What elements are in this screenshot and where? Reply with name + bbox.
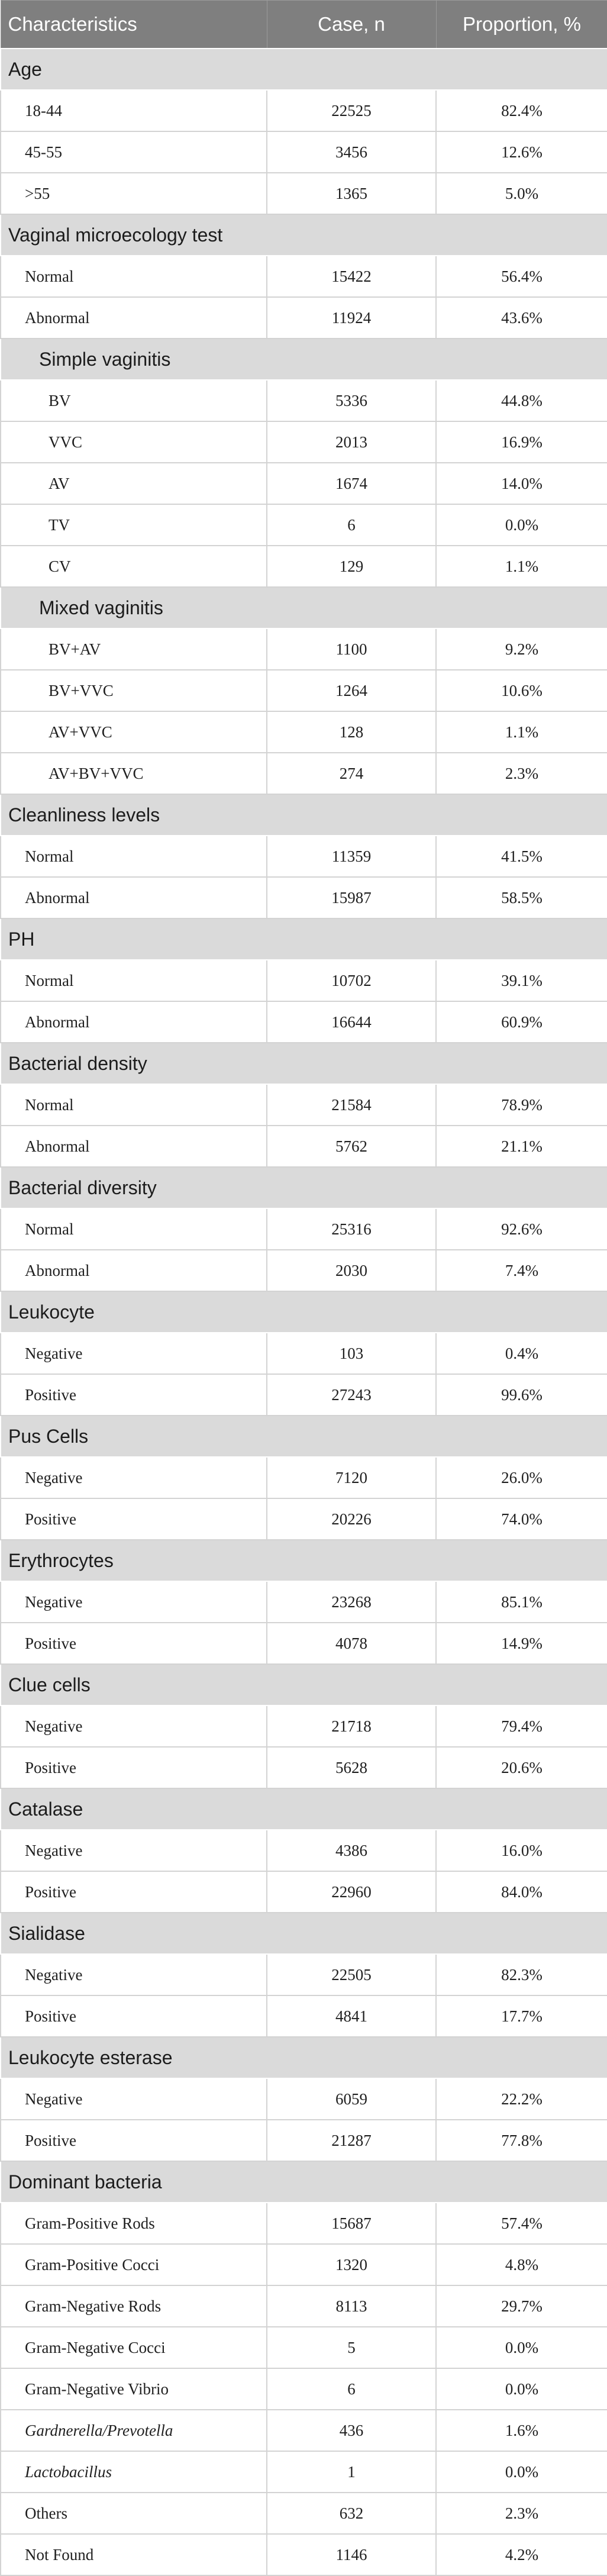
header-proportion: Proportion, % — [436, 1, 607, 49]
section-label: Age — [1, 49, 607, 90]
row-label: Negative — [1, 1457, 267, 1498]
case-count-cell: 1 — [267, 2451, 436, 2493]
row-label: Gram-Positive Cocci — [1, 2244, 267, 2285]
table-row — [1, 380, 607, 421]
proportion-cell: 22.2% — [436, 2078, 607, 2120]
table-row — [1, 877, 607, 918]
case-count-cell: 16644 — [267, 1001, 436, 1043]
section-header-row — [1, 918, 607, 960]
row-label: Others — [1, 2493, 267, 2534]
section-label: Clue cells — [1, 1664, 607, 1705]
case-count-cell: 6059 — [267, 2078, 436, 2120]
section-label: Catalase — [1, 1788, 607, 1830]
section-label: Sialidase — [1, 1913, 607, 1954]
section-header-row — [1, 1043, 607, 1084]
table-row — [1, 2120, 607, 2161]
proportion-cell: 2.3% — [436, 2493, 607, 2534]
proportion-cell: 14.0% — [436, 463, 607, 504]
row-label: Normal — [1, 1084, 267, 1126]
table-row — [1, 1374, 607, 1416]
table-row — [1, 256, 607, 297]
case-count-cell: 129 — [267, 546, 436, 587]
proportion-cell: 99.6% — [436, 1374, 607, 1416]
case-count-cell: 15987 — [267, 877, 436, 918]
proportion-cell: 1.1% — [436, 711, 607, 753]
table-row — [1, 1623, 607, 1664]
case-count-cell: 5336 — [267, 380, 436, 421]
subsection-header-row — [1, 338, 607, 380]
table-row — [1, 670, 607, 711]
case-count-cell: 23268 — [267, 1581, 436, 1623]
case-count-cell: 1146 — [267, 2534, 436, 2575]
proportion-cell: 60.9% — [436, 1001, 607, 1043]
row-label: Gram-Positive Rods — [1, 2203, 267, 2244]
row-label: >55 — [1, 173, 267, 214]
proportion-cell: 58.5% — [436, 877, 607, 918]
case-count-cell: 7120 — [267, 1457, 436, 1498]
case-count-cell: 4386 — [267, 1830, 436, 1871]
table-body — [1, 49, 607, 2575]
table-row — [1, 1001, 607, 1043]
table-row — [1, 1581, 607, 1623]
section-header-row — [1, 214, 607, 256]
proportion-cell: 84.0% — [436, 1871, 607, 1913]
proportion-cell: 0.0% — [436, 504, 607, 546]
table-header-row — [1, 1, 607, 49]
case-count-cell: 2013 — [267, 421, 436, 463]
section-label: Dominant bacteria — [1, 2161, 607, 2203]
section-header-row — [1, 2037, 607, 2078]
case-count-cell: 2030 — [267, 1250, 436, 1291]
case-count-cell: 20226 — [267, 1498, 436, 1540]
proportion-cell: 9.2% — [436, 628, 607, 670]
case-count-cell: 1100 — [267, 628, 436, 670]
section-label: Mixed vaginitis — [1, 587, 607, 628]
proportion-cell: 20.6% — [436, 1747, 607, 1788]
proportion-cell: 92.6% — [436, 1208, 607, 1250]
section-label: Bacterial density — [1, 1043, 607, 1084]
row-label: Negative — [1, 1954, 267, 1995]
proportion-cell: 1.1% — [436, 546, 607, 587]
row-label: Abnormal — [1, 1001, 267, 1043]
section-header-row — [1, 1788, 607, 1830]
table-row — [1, 546, 607, 587]
table-row — [1, 2368, 607, 2410]
table-row — [1, 960, 607, 1001]
row-label: Positive — [1, 1995, 267, 2037]
row-label: CV — [1, 546, 267, 587]
row-label: AV+BV+VVC — [1, 753, 267, 794]
row-label: Positive — [1, 1747, 267, 1788]
section-header-row — [1, 1540, 607, 1581]
section-header-row — [1, 794, 607, 836]
table-row — [1, 1498, 607, 1540]
case-count-cell: 1365 — [267, 173, 436, 214]
proportion-cell: 44.8% — [436, 380, 607, 421]
row-label: Normal — [1, 256, 267, 297]
case-count-cell: 1320 — [267, 2244, 436, 2285]
row-label: Abnormal — [1, 297, 267, 338]
row-label: Positive — [1, 1498, 267, 1540]
case-count-cell: 436 — [267, 2410, 436, 2451]
table-row — [1, 2451, 607, 2493]
table-row — [1, 1250, 607, 1291]
table-row — [1, 2493, 607, 2534]
proportion-cell: 78.9% — [436, 1084, 607, 1126]
row-label: Negative — [1, 1830, 267, 1871]
table-row — [1, 2078, 607, 2120]
proportion-cell: 0.4% — [436, 1333, 607, 1374]
proportion-cell: 4.8% — [436, 2244, 607, 2285]
case-count-cell: 8113 — [267, 2285, 436, 2327]
section-header-row — [1, 1291, 607, 1333]
section-header-row — [1, 2161, 607, 2203]
section-label: Cleanliness levels — [1, 794, 607, 836]
case-count-cell: 25316 — [267, 1208, 436, 1250]
case-count-cell: 4841 — [267, 1995, 436, 2037]
table-row — [1, 1995, 607, 2037]
proportion-cell: 14.9% — [436, 1623, 607, 1664]
case-count-cell: 128 — [267, 711, 436, 753]
proportion-cell: 10.6% — [436, 670, 607, 711]
row-label: TV — [1, 504, 267, 546]
row-label: AV — [1, 463, 267, 504]
table-row — [1, 628, 607, 670]
proportion-cell: 17.7% — [436, 1995, 607, 2037]
proportion-cell: 0.0% — [436, 2368, 607, 2410]
case-count-cell: 10702 — [267, 960, 436, 1001]
table-row — [1, 173, 607, 214]
proportion-cell: 26.0% — [436, 1457, 607, 1498]
case-count-cell: 21584 — [267, 1084, 436, 1126]
case-count-cell: 274 — [267, 753, 436, 794]
header-characteristics: Characteristics — [1, 1, 267, 49]
section-label: Bacterial diversity — [1, 1167, 607, 1208]
proportion-cell: 0.0% — [436, 2327, 607, 2368]
case-count-cell: 6 — [267, 2368, 436, 2410]
table-row — [1, 2534, 607, 2575]
table-row — [1, 2203, 607, 2244]
row-label: Abnormal — [1, 1250, 267, 1291]
table-row — [1, 2410, 607, 2451]
proportion-cell: 21.1% — [436, 1126, 607, 1167]
row-label: Gram-Negative Cocci — [1, 2327, 267, 2368]
proportion-cell: 0.0% — [436, 2451, 607, 2493]
row-label: AV+VVC — [1, 711, 267, 753]
row-label: Gram-Negative Vibrio — [1, 2368, 267, 2410]
case-count-cell: 22960 — [267, 1871, 436, 1913]
row-label: Gardnerella/Prevotella — [1, 2410, 267, 2451]
row-label: BV+AV — [1, 628, 267, 670]
row-label: BV+VVC — [1, 670, 267, 711]
section-label: Erythrocytes — [1, 1540, 607, 1581]
proportion-cell: 39.1% — [436, 960, 607, 1001]
case-count-cell: 632 — [267, 2493, 436, 2534]
case-count-cell: 5628 — [267, 1747, 436, 1788]
table-row — [1, 297, 607, 338]
table-row — [1, 2244, 607, 2285]
section-header-row — [1, 1416, 607, 1457]
subsection-header-row — [1, 587, 607, 628]
proportion-cell: 82.3% — [436, 1954, 607, 1995]
row-label: Negative — [1, 2078, 267, 2120]
table-row — [1, 2327, 607, 2368]
proportion-cell: 12.6% — [436, 131, 607, 173]
row-label: Positive — [1, 1871, 267, 1913]
proportion-cell: 82.4% — [436, 90, 607, 131]
proportion-cell: 77.8% — [436, 2120, 607, 2161]
table-row — [1, 131, 607, 173]
proportion-cell: 16.0% — [436, 1830, 607, 1871]
row-label: Normal — [1, 836, 267, 877]
section-label: Simple vaginitis — [1, 338, 607, 380]
case-count-cell: 6 — [267, 504, 436, 546]
section-header-row — [1, 1913, 607, 1954]
section-label: Leukocyte esterase — [1, 2037, 607, 2078]
proportion-cell: 43.6% — [436, 297, 607, 338]
case-count-cell: 3456 — [267, 131, 436, 173]
row-label: VVC — [1, 421, 267, 463]
row-label: Abnormal — [1, 1126, 267, 1167]
case-count-cell: 5762 — [267, 1126, 436, 1167]
case-count-cell: 5 — [267, 2327, 436, 2368]
table-row — [1, 1705, 607, 1747]
table-row — [1, 1084, 607, 1126]
table-row — [1, 1954, 607, 1995]
header-case: Case, n — [267, 1, 436, 49]
table-row — [1, 836, 607, 877]
case-count-cell: 15422 — [267, 256, 436, 297]
table-row — [1, 90, 607, 131]
table-row — [1, 1871, 607, 1913]
case-count-cell: 4078 — [267, 1623, 436, 1664]
table-row — [1, 1333, 607, 1374]
proportion-cell: 57.4% — [436, 2203, 607, 2244]
section-header-row — [1, 49, 607, 90]
case-count-cell: 11924 — [267, 297, 436, 338]
section-header-row — [1, 1167, 607, 1208]
row-label: Negative — [1, 1333, 267, 1374]
proportion-cell: 74.0% — [436, 1498, 607, 1540]
case-count-cell: 21718 — [267, 1705, 436, 1747]
row-label: 45-55 — [1, 131, 267, 173]
table-row — [1, 2285, 607, 2327]
proportion-cell: 85.1% — [436, 1581, 607, 1623]
section-label: Vaginal microecology test — [1, 214, 607, 256]
proportion-cell: 5.0% — [436, 173, 607, 214]
case-count-cell: 22525 — [267, 90, 436, 131]
case-count-cell: 21287 — [267, 2120, 436, 2161]
row-label: Normal — [1, 960, 267, 1001]
table-row — [1, 753, 607, 794]
case-count-cell: 27243 — [267, 1374, 436, 1416]
table-row — [1, 463, 607, 504]
table-row — [1, 1208, 607, 1250]
proportion-cell: 56.4% — [436, 256, 607, 297]
table-row — [1, 1457, 607, 1498]
section-label: Pus Cells — [1, 1416, 607, 1457]
proportion-cell: 2.3% — [436, 753, 607, 794]
table-row — [1, 504, 607, 546]
section-label: PH — [1, 918, 607, 960]
row-label: Abnormal — [1, 877, 267, 918]
table-row — [1, 1126, 607, 1167]
proportion-cell: 4.2% — [436, 2534, 607, 2575]
row-label: Positive — [1, 1623, 267, 1664]
case-count-cell: 103 — [267, 1333, 436, 1374]
row-label: 18-44 — [1, 90, 267, 131]
case-count-cell: 22505 — [267, 1954, 436, 1995]
row-label: Gram-Negative Rods — [1, 2285, 267, 2327]
proportion-cell: 1.6% — [436, 2410, 607, 2451]
row-label: Positive — [1, 2120, 267, 2161]
row-label: Positive — [1, 1374, 267, 1416]
row-label: Lactobacillus — [1, 2451, 267, 2493]
row-label: Negative — [1, 1581, 267, 1623]
table-row — [1, 1747, 607, 1788]
section-label: Leukocyte — [1, 1291, 607, 1333]
proportion-cell: 29.7% — [436, 2285, 607, 2327]
proportion-cell: 41.5% — [436, 836, 607, 877]
case-count-cell: 11359 — [267, 836, 436, 877]
row-label: Normal — [1, 1208, 267, 1250]
case-count-cell: 1264 — [267, 670, 436, 711]
row-label: BV — [1, 380, 267, 421]
case-count-cell: 15687 — [267, 2203, 436, 2244]
table-row — [1, 711, 607, 753]
proportion-cell: 7.4% — [436, 1250, 607, 1291]
case-count-cell: 1674 — [267, 463, 436, 504]
table-row — [1, 1830, 607, 1871]
proportion-cell: 16.9% — [436, 421, 607, 463]
section-header-row — [1, 1664, 607, 1705]
table-row — [1, 421, 607, 463]
row-label: Negative — [1, 1705, 267, 1747]
proportion-cell: 79.4% — [436, 1705, 607, 1747]
row-label: Not Found — [1, 2534, 267, 2575]
